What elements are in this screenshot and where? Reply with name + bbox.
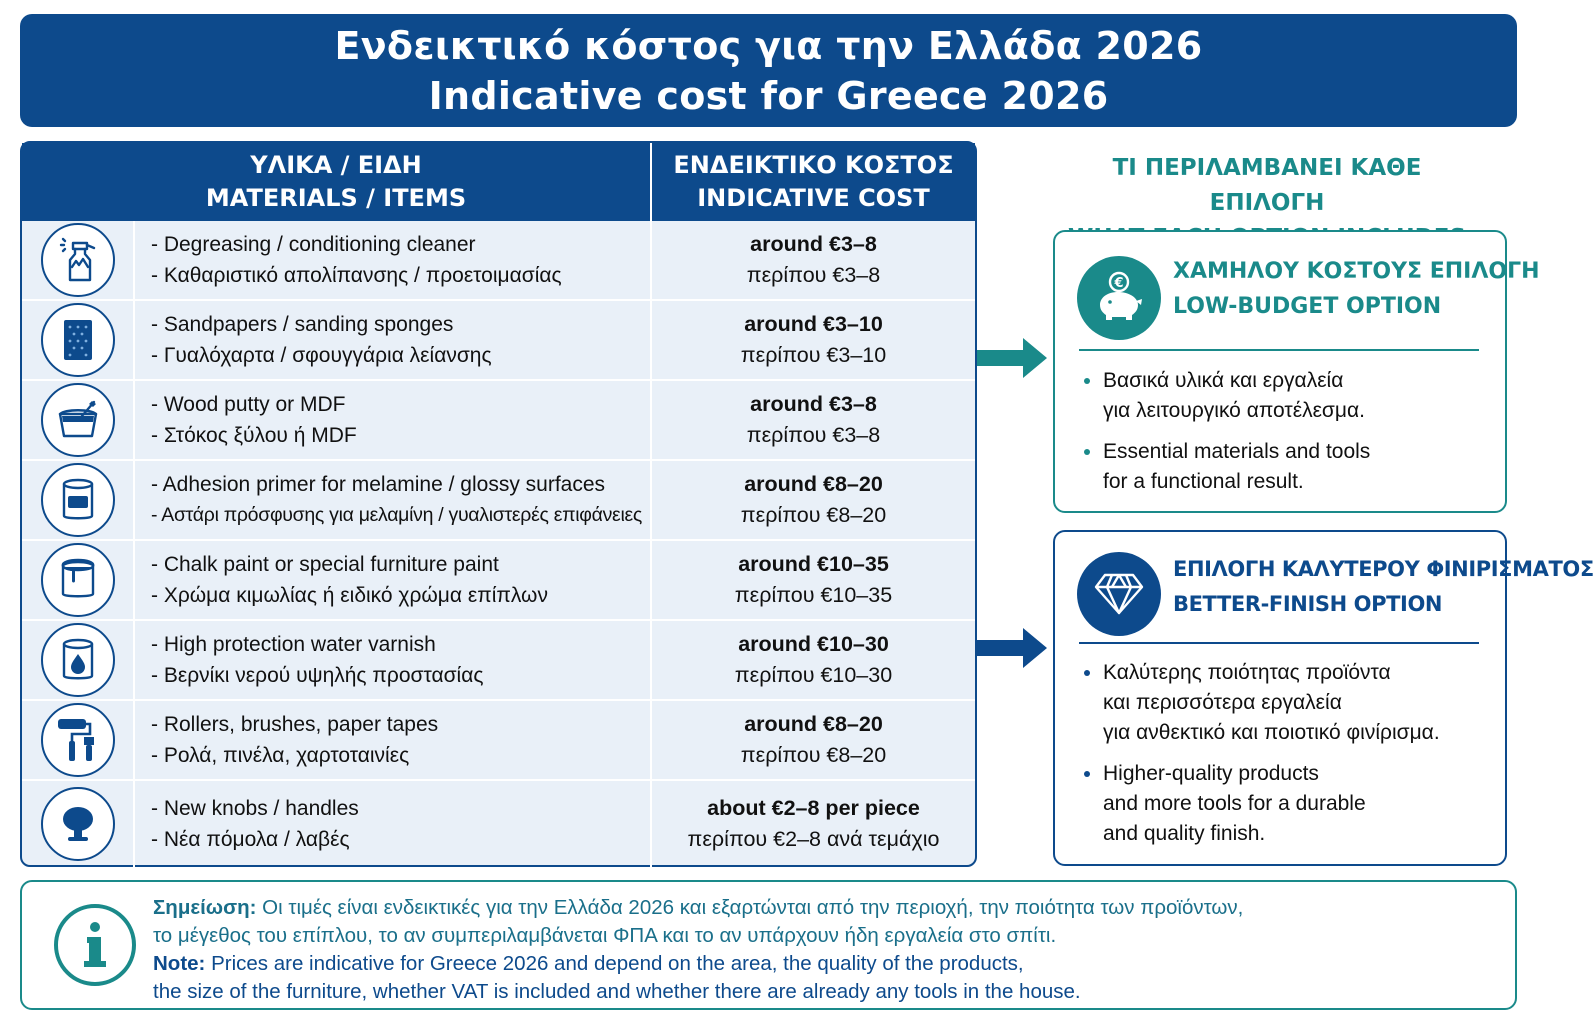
table-row — [22, 461, 975, 541]
item-label-english: - Adhesion primer for melamine / glossy surfaces — [151, 473, 606, 496]
cost-column-header — [652, 143, 975, 221]
note-english-line-2: the size of the furniture, whether VAT is included and whether there are already any tools in the house. — [153, 980, 1081, 1003]
spray-bottle-icon — [41, 223, 115, 297]
item-cost-english: around €8–20 — [744, 712, 883, 736]
better-finish-title-english: BETTER-FINISH OPTION — [1173, 592, 1443, 616]
item-label-english: - Degreasing / conditioning cleaner — [151, 233, 476, 256]
better-finish-title-greek: ΕΠΙΛΟΓΗ ΚΑΛΥΤΕΡΟΥ ΦΙΝΙΡΙΣΜΑΤΟΣ — [1173, 557, 1594, 581]
table-row — [22, 541, 975, 621]
paint-can-icon — [41, 543, 115, 617]
euro-symbol: € — [1114, 276, 1124, 291]
note-text — [153, 894, 1243, 1006]
list-item: Καλύτερης ποιότητας προϊόντα και περισσότερα εργαλεία για ανθεκτικό και ποιοτικό φινίρισμα. — [1081, 658, 1495, 748]
divider — [1079, 642, 1479, 644]
low-budget-title-english: LOW-BUDGET OPTION — [1173, 294, 1442, 319]
table-header — [22, 143, 975, 221]
note-greek-line-2: το μέγεθος του επίπλου, το αν συμπεριλαμβάνεται ΦΠΑ και το αν υπάρχουν ήδη εργαλεία στο σπίτι. — [153, 924, 1057, 947]
options-heading-greek: ΤΙ ΠΕΡΙΛΑΜΒΑΝΕΙ ΚΑΘΕ ΕΠΙΛΟΓΗ — [1112, 155, 1422, 216]
item-cost-greek: περίπου €3–8 — [746, 423, 881, 447]
page-title-english: Indicative cost for Greece 2026 — [428, 73, 1109, 118]
table-row — [22, 221, 975, 301]
item-label-greek: - Γυαλόχαρτα / σφουγγάρια λείανσης — [151, 344, 492, 367]
item-cost-greek: περίπου €3–10 — [740, 343, 887, 367]
note-box — [20, 880, 1517, 1010]
arrow-right-icon — [977, 336, 1049, 380]
cost-table — [20, 141, 977, 867]
note-english-text-1: Prices are indicative for Greece 2026 and depend on the area, the quality of the products, — [205, 952, 1024, 975]
table-row — [22, 381, 975, 461]
item-label-english: - High protection water varnish — [151, 633, 436, 656]
roller-brush-icon — [41, 703, 115, 777]
better-finish-option-card — [1053, 530, 1594, 866]
piggy-bank-icon — [1077, 256, 1161, 340]
better-finish-title — [1173, 552, 1594, 622]
item-cost-greek: περίπου €3–8 — [746, 263, 881, 287]
list-item: Essential materials and tools for a functional result. — [1081, 437, 1495, 497]
note-greek-line-1 — [153, 894, 1243, 922]
item-cost-greek: περίπου €10–35 — [734, 583, 893, 607]
low-budget-bullets — [1081, 366, 1495, 508]
item-cost-english: around €3–8 — [750, 392, 877, 416]
item-cost-english: around €10–35 — [738, 552, 889, 576]
item-label-english: - New knobs / handles — [151, 797, 359, 820]
primer-can-icon — [41, 463, 115, 537]
note-greek-text-1: Οι τιμές είναι ενδεικτικές για την Ελλάδα 2026 και εξαρτώνται από την περιοχή, την ποιότητα των προϊόντων, — [256, 896, 1244, 919]
item-cost-english: around €3–8 — [750, 232, 877, 256]
item-cost-greek: περίπου €2–8 ανά τεμάχιο — [687, 827, 940, 851]
list-item: Higher-quality products and more tools for a durable and quality finish. — [1081, 759, 1495, 849]
low-budget-option-card — [1053, 230, 1540, 513]
sandpaper-icon — [41, 303, 115, 377]
item-label-greek: - Βερνίκι νερού υψηλής προστασίας — [151, 664, 484, 687]
low-budget-title-greek: ΧΑΜΗΛΟΥ ΚΟΣΤΟΥΣ ΕΠΙΛΟΓΗ — [1173, 259, 1540, 284]
item-label-english: - Rollers, brushes, paper tapes — [151, 713, 439, 736]
item-cost-english: around €3–10 — [744, 312, 883, 336]
item-cost-english: around €10–30 — [738, 632, 889, 656]
divider — [1079, 349, 1479, 351]
better-finish-bullets — [1081, 658, 1495, 860]
page-title-banner — [20, 14, 1517, 127]
table-row — [22, 701, 975, 781]
materials-header-greek: ΥΛΙΚΑ / ΕΙΔΗ — [250, 151, 422, 179]
putty-tub-icon — [41, 383, 115, 457]
item-label-english: - Sandpapers / sanding sponges — [151, 313, 454, 336]
diamond-icon — [1077, 552, 1161, 636]
list-item: Βασικά υλικά και εργαλεία για λειτουργικό αποτέλεσμα. — [1081, 366, 1495, 426]
knob-icon — [41, 787, 115, 861]
item-cost-english: about €2–8 per piece — [707, 796, 920, 820]
page-title-greek: Ενδεικτικό κόστος για την Ελλάδα 2026 — [334, 23, 1203, 68]
arrow-right-icon — [977, 626, 1049, 670]
item-label-english: - Chalk paint or special furniture paint — [151, 553, 499, 576]
info-icon — [54, 904, 136, 986]
table-row — [22, 781, 975, 867]
item-label-greek: - Ρολά, πινέλα, χαρτοταινίες — [151, 744, 410, 767]
materials-column-header — [22, 143, 652, 221]
low-budget-title — [1173, 254, 1540, 324]
item-cost-english: around €8–20 — [744, 472, 883, 496]
item-label-greek: - Νέα πόμολα / λαβές — [151, 828, 350, 851]
materials-header-english: MATERIALS / ITEMS — [205, 184, 467, 212]
item-cost-greek: περίπου €8–20 — [740, 503, 887, 527]
note-greek-label: Σημείωση: — [153, 896, 257, 919]
cost-header-greek: ΕΝΔΕΙΚΤΙΚΟ ΚΟΣΤΟΣ — [673, 151, 954, 179]
item-cost-greek: περίπου €8–20 — [740, 743, 887, 767]
item-label-greek: - Στόκος ξύλου ή MDF — [151, 424, 357, 447]
item-cost-greek: περίπου €10–30 — [734, 663, 893, 687]
item-label-english: - Wood putty or MDF — [151, 393, 346, 416]
note-english-label: Note: — [153, 952, 206, 975]
varnish-can-icon — [41, 623, 115, 697]
item-label-greek: - Καθαριστικό απολίπανσης / προετοιμασίας — [151, 264, 562, 287]
item-label-greek: - Αστάρι πρόσφυσης για μελαμίνη / γυαλιστερές επιφάνειες — [151, 504, 642, 526]
item-label-greek: - Χρώμα κιμωλίας ή ειδικό χρώμα επίπλων — [151, 584, 548, 607]
table-row — [22, 621, 975, 701]
cost-header-english: INDICATIVE COST — [697, 184, 930, 212]
table-row — [22, 301, 975, 381]
note-english-line-1 — [153, 950, 1243, 978]
